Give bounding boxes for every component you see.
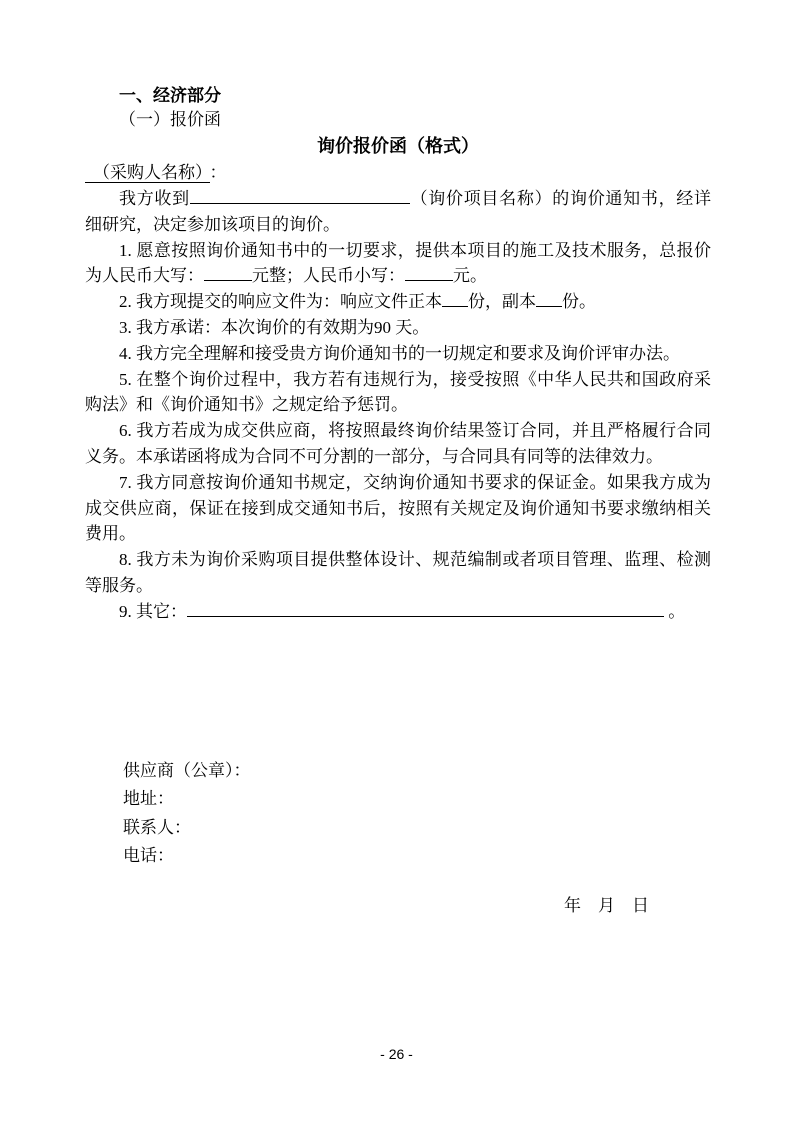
date-line: 年 月 日 [564,895,649,915]
item-1 [85,238,711,290]
item-5: 5. 在整个询价过程中，我方若有违规行为，接受按照《中华人民共和国政府采购法》和《询价通知书》之规定给予惩罚。 [85,369,711,415]
item-1-text-mid: 元整；人民币小写： [252,266,405,286]
salutation-line [85,160,711,186]
item-6: 6. 我方若成为成交供应商，将按照最终询价结果签订合同，并且严格履行合同义务。本承诺函将成为合同不可分割的一部分，与合同具有同等的法律效力。 [85,421,711,466]
item-2-text-post: 份。 [562,292,596,312]
duplicate-copies-blank [536,291,562,307]
item-9-text-pre: 9. 其它： [119,601,187,621]
other-remarks-blank [187,601,664,617]
item-2-text-pre: 2. 我方现提交的响应文件为：响应文件正本 [119,292,442,312]
item-9-text-post: 。 [668,601,686,621]
original-copies-blank [442,291,468,307]
purchaser-name-placeholder: （采购人名称） [85,163,210,183]
amount-in-words-blank [204,265,252,281]
document-title: 询价报价函（格式） [317,136,479,156]
project-name-blank [190,188,410,204]
item-2 [85,289,711,315]
signature-block [85,757,711,871]
item-9 [85,599,711,625]
section-heading: 一、经济部分 [119,86,221,105]
address-label: 地址： [123,789,174,809]
intro-text-post: （询价项目名称）的询价通知书，经详细研究，决定参加该项目的询价。 [85,189,712,234]
item-1-text-pre: 1. 愿意按照询价通知书中的一切要求，提供本项目的施工及技术服务，总报价为人民币大写： [85,240,711,286]
intro-paragraph [85,186,711,238]
salutation-colon: ： [209,163,227,182]
item-3: 3. 我方承诺：本次询价的有效期为90 天。 [119,317,430,337]
intro-text-pre: 我方收到 [119,189,190,208]
page-number: - 26 - [380,1046,413,1062]
item-8: 8. 我方未为询价采购项目提供整体设计、规范编制或者项目管理、监理、检测等服务。 [85,550,711,595]
item-7: 7. 我方同意按询价通知书规定，交纳询价通知书要求的保证金。如果我方成为成交供应商，保证在接到成交通知书后，按照有关规定及询价通知书要求缴纳相关费用。 [85,472,711,544]
item-1-text-post: 元。 [453,266,487,286]
phone-label: 电话： [123,846,174,866]
contact-person-label: 联系人： [123,817,191,837]
amount-in-figures-blank [405,265,453,281]
item-4: 4. 我方完全理解和接受贵方询价通知书的一切规定和要求及询价评审办法。 [119,343,680,363]
supplier-seal-label: 供应商（公章）： [123,760,251,780]
sub-section-heading: （一）报价函 [119,110,221,129]
item-2-text-mid: 份，副本 [468,292,536,312]
document-content [85,84,711,919]
